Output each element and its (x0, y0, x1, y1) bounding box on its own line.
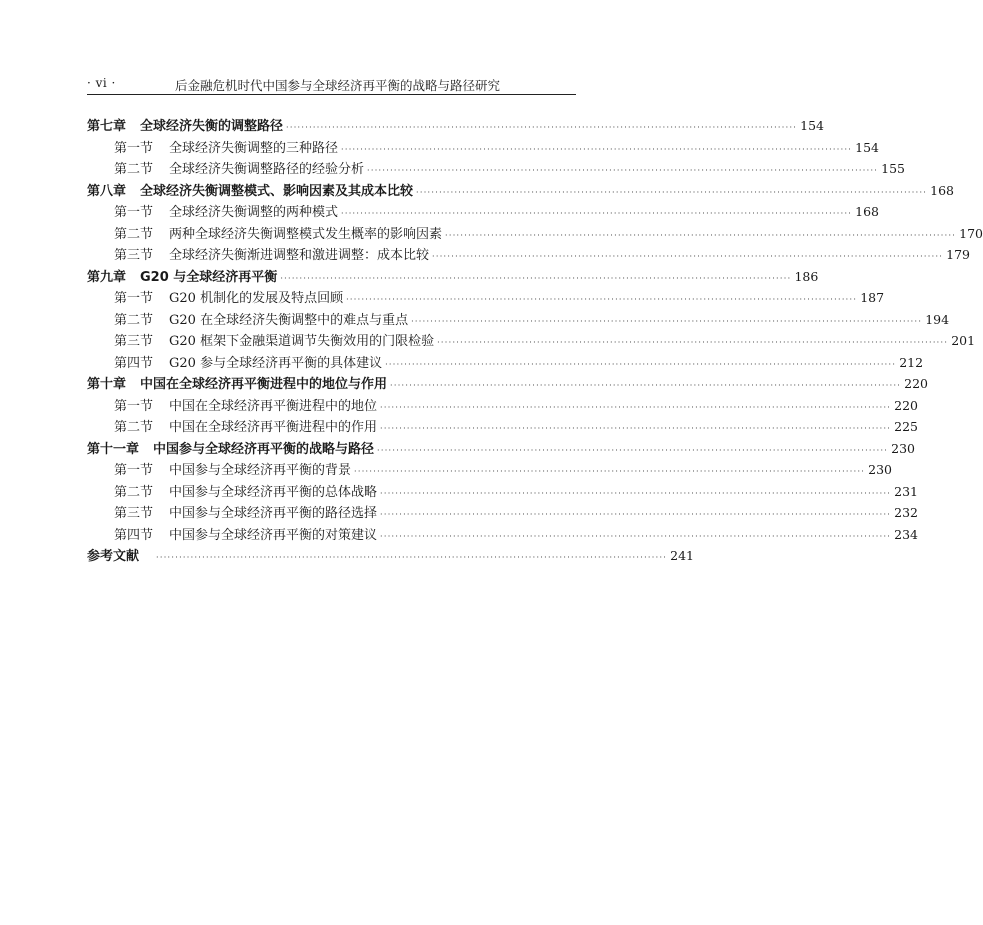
toc-chapter-entry[interactable] (87, 180, 955, 202)
toc-entry-label: 第二节 (114, 312, 154, 328)
dot-leader: ····································································································································· (380, 510, 892, 519)
toc-entry-label: 第四节 (114, 355, 154, 371)
toc-page-number: 230 (891, 440, 916, 456)
toc-page-number: 154 (800, 118, 825, 133)
toc-section-entry[interactable] (87, 352, 924, 374)
toc-page-number: 186 (794, 268, 819, 284)
toc-section-entry[interactable] (87, 309, 950, 331)
toc-entry-title: 全球经济失衡调整模式、影响因素及其成本比较 (140, 183, 414, 199)
table-of-contents (87, 115, 983, 567)
toc-section-entry[interactable] (87, 158, 906, 180)
toc-chapter-entry[interactable] (87, 266, 819, 288)
toc-entry-label: 第一节 (114, 398, 154, 414)
toc-section-entry[interactable] (87, 330, 976, 352)
toc-section-entry[interactable] (87, 502, 919, 524)
toc-page-number: 170 (959, 225, 983, 241)
toc-entry-label: 第八章 (87, 183, 127, 199)
toc-page-number: 234 (894, 526, 919, 542)
toc-entry-title: G20 框架下金融渠道调节失衡效用的门限检验 (169, 334, 435, 349)
toc-page-number: 212 (899, 354, 924, 370)
toc-entry-label: 第四节 (114, 527, 154, 543)
toc-entry-label: 第一节 (114, 463, 154, 478)
toc-page-number: 179 (946, 247, 971, 262)
toc-entry-title: 全球经济失衡渐进调整和激进调整：成本比较 (169, 248, 430, 263)
dot-leader: ····································································································································· (156, 553, 668, 562)
toc-page-number: 241 (670, 548, 694, 563)
toc-entry-title: 中国参与全球经济再平衡的背景 (169, 463, 352, 478)
toc-page-number: 201 (951, 333, 976, 348)
toc-page-number: 168 (930, 182, 955, 198)
toc-entry-title: G20 机制化的发展及特点回顾 (169, 291, 344, 306)
dot-leader: ····································································································································· (380, 402, 892, 412)
toc-entry-title: 中国在全球经济再平衡进程中的地位与作用 (140, 377, 388, 392)
toc-entry-title: 中国在全球经济再平衡进程中的作用 (169, 420, 378, 435)
toc-page-number: 168 (855, 204, 880, 219)
toc-section-entry[interactable] (87, 137, 880, 159)
dot-leader: ····································································································································· (367, 166, 879, 175)
toc-entry-title: G20 在全球经济失衡调整中的难点与重点 (169, 312, 409, 328)
toc-entry-label: 第七章 (87, 119, 127, 134)
toc-section-entry[interactable] (87, 223, 983, 245)
dot-leader: ····································································································································· (377, 445, 889, 455)
dot-leader: ····································································································································· (445, 230, 957, 240)
toc-section-entry[interactable] (87, 481, 919, 503)
toc-entry-title: 中国参与全球经济再平衡的路径选择 (169, 506, 378, 521)
toc-section-entry[interactable] (87, 416, 919, 438)
toc-entry-label: 第二节 (114, 484, 154, 500)
toc-entry-title: 两种全球经济失衡调整模式发生概率的影响因素 (169, 226, 443, 242)
toc-section-entry[interactable] (87, 459, 893, 481)
toc-entry-label: 第十章 (87, 377, 127, 392)
toc-entry-title: 中国参与全球经济再平衡的对策建议 (169, 527, 378, 543)
toc-chapter-entry[interactable] (87, 115, 825, 137)
toc-entry-title: 中国在全球经济再平衡进程中的地位 (169, 398, 378, 414)
page-number: · vi · (87, 76, 116, 90)
toc-entry-label: 第九章 (87, 269, 127, 285)
toc-page-number: 230 (868, 462, 893, 477)
toc-entry-title: 全球经济失衡调整的三种路径 (169, 140, 339, 156)
toc-entry-title: G20 与全球经济再平衡 (140, 269, 278, 285)
dot-leader: ····································································································································· (280, 273, 792, 283)
toc-entry-label: 第三节 (114, 334, 154, 349)
header-rule (87, 94, 576, 95)
dot-leader: ····································································································································· (380, 424, 892, 433)
toc-entry-label: 第二节 (114, 420, 154, 435)
toc-entry-label: 第十一章 (87, 441, 140, 457)
toc-page-number: 155 (881, 161, 906, 176)
toc-chapter-entry[interactable] (87, 373, 929, 395)
toc-entry-title: 中国参与全球经济再平衡的战略与路径 (153, 441, 375, 457)
dot-leader: ····································································································································· (380, 488, 892, 498)
dot-leader: ····································································································································· (390, 381, 902, 390)
toc-entry-title: G20 参与全球经济再平衡的具体建议 (169, 355, 383, 371)
toc-entry-title: 全球经济失衡调整的两种模式 (169, 205, 339, 220)
dot-leader: ····································································································································· (341, 144, 853, 154)
toc-entry-label: 第一节 (114, 140, 154, 156)
toc-chapter-entry[interactable] (87, 438, 916, 460)
toc-entry-label: 第三节 (114, 248, 154, 263)
toc-entry-label: 第一节 (114, 205, 154, 220)
dot-leader: ····································································································································· (341, 209, 853, 218)
toc-page-number: 225 (894, 419, 919, 434)
toc-section-entry[interactable] (87, 201, 880, 223)
toc-section-entry[interactable] (87, 287, 885, 309)
toc-page-number: 231 (894, 483, 919, 499)
toc-entry-label: 第三节 (114, 506, 154, 521)
toc-entry-title: 全球经济失衡调整路径的经验分析 (169, 162, 365, 177)
dot-leader: ····································································································································· (416, 187, 928, 197)
toc-entry-label: 第二节 (114, 162, 154, 177)
toc-entry-label: 第一节 (114, 291, 154, 306)
toc-page-number: 187 (860, 290, 885, 305)
running-title: 后金融危机时代中国参与全球经济再平衡的战略与路径研究 (175, 78, 501, 93)
toc-chapter-entry[interactable] (87, 545, 694, 567)
dot-leader: ····································································································································· (286, 123, 798, 132)
toc-page-number: 220 (904, 376, 929, 391)
toc-page-number: 220 (894, 397, 919, 413)
toc-section-entry[interactable] (87, 524, 919, 546)
toc-section-entry[interactable] (87, 244, 971, 266)
running-header (87, 74, 576, 94)
toc-entry-title: 中国参与全球经济再平衡的总体战略 (169, 484, 378, 500)
toc-entry-label: 第二节 (114, 226, 154, 242)
toc-page-number: 194 (925, 311, 950, 327)
toc-section-entry[interactable] (87, 395, 919, 417)
dot-leader: ····································································································································· (411, 316, 923, 326)
toc-entry-title: 全球经济失衡的调整路径 (140, 119, 284, 134)
dot-leader: ····································································································································· (380, 531, 892, 541)
toc-entry-label: 参考文献 (87, 549, 140, 564)
dot-leader: ····································································································································· (432, 252, 944, 261)
dot-leader: ····································································································································· (437, 338, 949, 347)
dot-leader: ····································································································································· (385, 359, 897, 369)
toc-page-number: 232 (894, 505, 919, 520)
toc-page-number: 154 (855, 139, 880, 155)
dot-leader: ····································································································································· (346, 295, 858, 304)
dot-leader: ····································································································································· (354, 467, 866, 476)
